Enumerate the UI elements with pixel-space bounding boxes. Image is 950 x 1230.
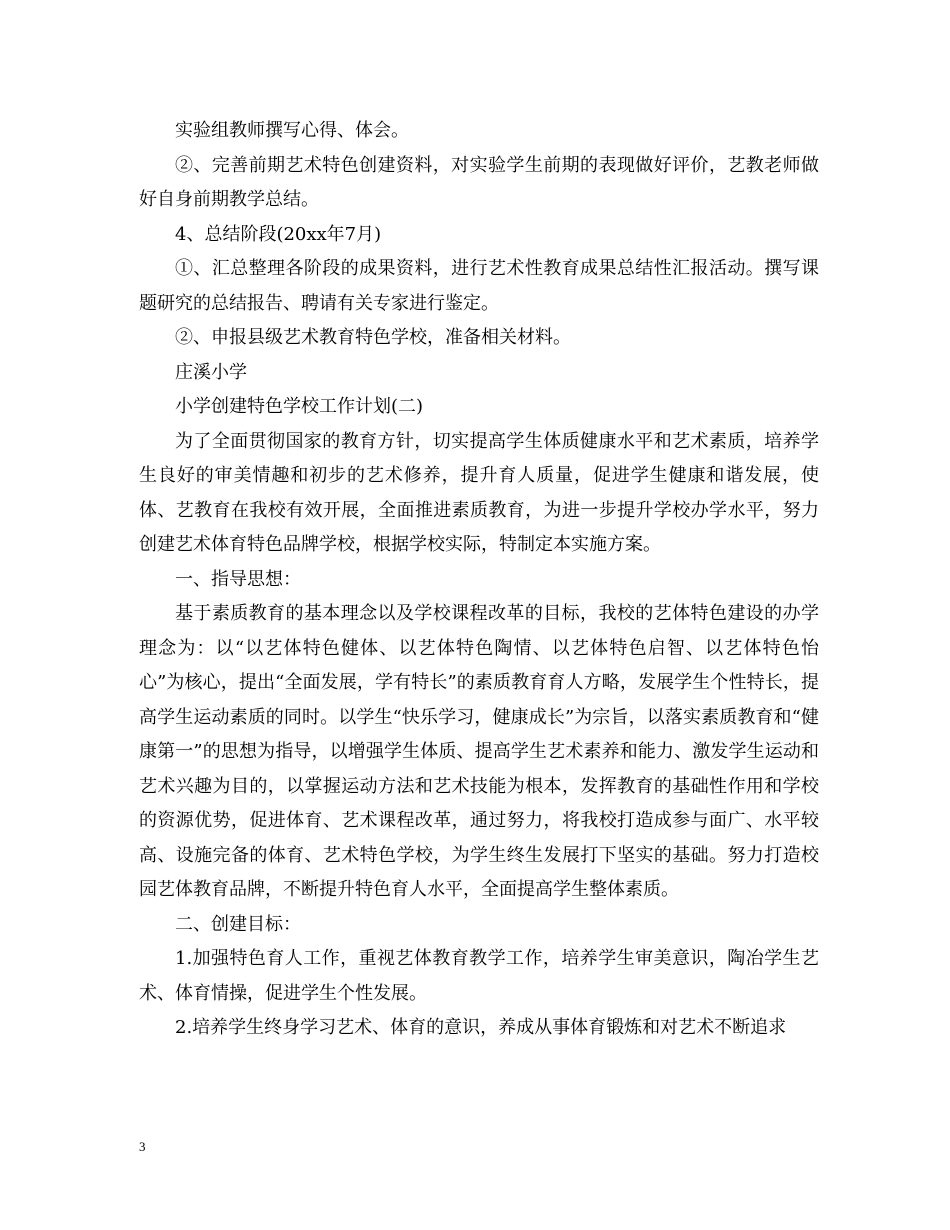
paragraph: 2.培养学生终身学习艺术、体育的意识，养成从事体育锻炼和对艺术不断追求 — [175, 1017, 787, 1038]
paragraph: ①、汇总整理各阶段的成果资料，进行艺术性教育成果总结性汇报活动。撰写课题研究的总结报告、聘请有关专家进行鉴定。 — [139, 258, 819, 314]
paragraph: ②、申报县级艺术教育特色学校，准备相关材料。 — [175, 327, 571, 348]
paragraph: 1.加强特色育人工作，重视艺体教育教学工作，培养学生审美意识，陶冶学生艺术、体育情操，促进学生个性发展。 — [139, 948, 819, 1004]
paragraph: 基于素质教育的基本理念以及学校课程改革的目标，我校的艺体特色建设的办学理念为：以“以艺体特色健体、以艺体特色陶情、以艺体特色启智、以艺体特色怡心”为核心，提出“全面发展，学有特长”的素质教育育人方略，发展学生个性特长，提高学生运动素质的同时。以学生“快乐学习，健康成长”为宗旨，以落实素质教育和“健康第一”的思想为指导，以增强学生体质、提高学生艺术素养和能力、激发学生运动和艺术兴趣为目的，以掌握运动方法和艺术技能为根本，发挥教育的基础性作用和学校的资源优势，促进体育、艺术课程改革，通过努力，将我校打造成参与面广、水平较高、设施完备的体育、艺术特色学校，为学生终生发展打下坚实的基础。努力打造校园艺体教育品牌，不断提升特色育人水平，全面提高学生整体素质。 — [139, 603, 819, 900]
section-heading: 一、指导思想： — [175, 568, 301, 590]
page-number: 3 — [139, 1139, 146, 1154]
document-title: 小学创建特色学校工作计划(二) — [175, 396, 424, 417]
paragraph: 实验组教师撰写心得、体会。 — [175, 120, 409, 141]
section-heading: 二、创建目标： — [175, 913, 301, 935]
document-body — [139, 114, 819, 1046]
paragraph: 为了全面贯彻国家的教育方针，切实提高学生体质健康水平和艺术素质，培养学生良好的审美情趣和初步的艺术修养，提升育人质量，促进学生健康和谐发展，使体、艺教育在我校有效开展，全面推进素质教育，为进一步提升学校办学水平，努力创建艺术体育特色品牌学校，根据学校实际，特制定本实施方案。 — [139, 430, 819, 555]
paragraph: ②、完善前期艺术特色创建资料，对实验学生前期的表现做好评价，艺教老师做好自身前期教学总结。 — [139, 154, 819, 210]
school-name: 庄溪小学 — [175, 361, 247, 383]
section-heading: 4、总结阶段(20xx年7月) — [175, 223, 382, 245]
